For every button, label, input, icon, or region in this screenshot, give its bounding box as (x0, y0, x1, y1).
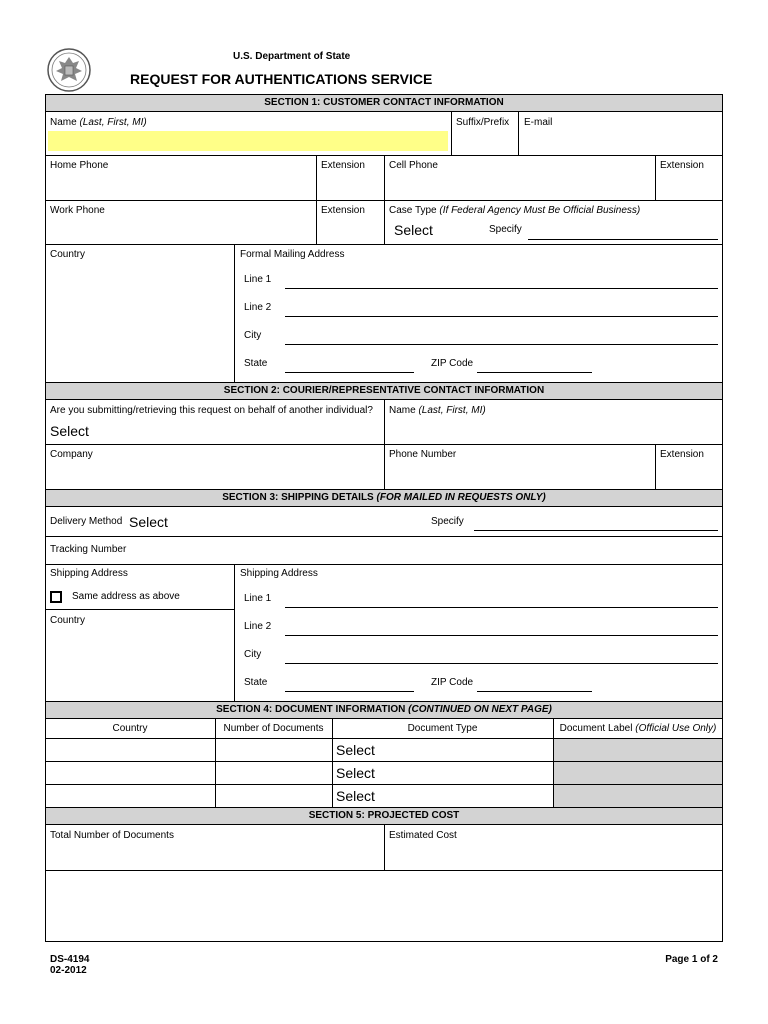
country-label: Country (50, 249, 86, 260)
cell-phone-label: Cell Phone (389, 160, 438, 171)
form-date: 02-2012 (50, 965, 87, 976)
country-input[interactable] (47, 263, 231, 379)
work-extension-input[interactable] (318, 218, 382, 242)
mailing-line2-label: Line 2 (244, 302, 272, 313)
delivery-method-select[interactable]: Select (129, 514, 168, 530)
doc-label-cell-1 (554, 739, 722, 761)
courier-name-label: Name (Last, First, MI) (389, 405, 486, 416)
home-phone-input[interactable] (47, 174, 314, 198)
doc-country-input-2[interactable] (46, 762, 214, 784)
section5-header (45, 807, 723, 825)
work-phone-label: Work Phone (50, 205, 105, 216)
work-phone-input[interactable] (47, 218, 314, 242)
col-country: Country (112, 723, 148, 734)
section3-header (45, 489, 723, 507)
doc-count-input-3[interactable] (216, 785, 331, 807)
shipping-line1-label: Line 1 (244, 593, 272, 604)
section4-hint: (CONTINUED ON NEXT PAGE) (408, 704, 552, 715)
shipping-line1-input[interactable] (285, 607, 718, 608)
mailing-state-input[interactable] (285, 372, 414, 373)
doc-country-input-1[interactable] (46, 739, 214, 761)
form-title: REQUEST FOR AUTHENTICATIONS SERVICE (130, 71, 433, 87)
total-docs-label: Total Number of Documents (50, 830, 174, 841)
doc-type-select-3[interactable]: Select (336, 788, 375, 804)
courier-extension-label: Extension (660, 449, 704, 460)
mailing-state-label: State (244, 358, 268, 369)
page-number: Page 1 of 2 (665, 954, 718, 965)
work-extension-label: Extension (321, 205, 365, 216)
section2-title: SECTION 2: COURIER/REPRESENTATIVE CONTACT INFORMATION (223, 385, 545, 396)
us-seal-icon (46, 47, 92, 93)
shipping-country-input[interactable] (47, 629, 231, 699)
behalf-question: Are you submitting/retrieving this request on behalf of another individual? (50, 405, 373, 416)
section5-title: SECTION 5: PROJECTED COST (308, 810, 460, 821)
courier-phone-input[interactable] (386, 463, 654, 487)
shipping-state-input[interactable] (285, 691, 414, 692)
mailing-city-input[interactable] (285, 344, 718, 345)
home-extension-label: Extension (321, 160, 365, 171)
company-input[interactable] (47, 463, 382, 487)
shipping-city-input[interactable] (285, 663, 718, 664)
suffix-label: Suffix/Prefix (456, 117, 510, 128)
section4-title: SECTION 4: DOCUMENT INFORMATION (216, 704, 406, 715)
case-type-label: Case Type (If Federal Agency Must Be Official Business) (389, 205, 641, 216)
doc-country-input-3[interactable] (46, 785, 214, 807)
doc-type-select-1[interactable]: Select (336, 742, 375, 758)
section1-header (45, 94, 723, 112)
name-label: Name (Last, First, MI) (50, 117, 147, 128)
mailing-city-label: City (244, 330, 262, 341)
section3-hint: (FOR MAILED IN REQUESTS ONLY) (376, 492, 546, 503)
mailing-line1-label: Line 1 (244, 274, 272, 285)
company-label: Company (50, 449, 93, 460)
mailing-line1-input[interactable] (285, 288, 718, 289)
home-phone-label: Home Phone (50, 160, 109, 171)
delivery-specify-input[interactable] (474, 530, 718, 531)
same-address-label: Same address as above (72, 591, 180, 602)
section3-title: SECTION 3: SHIPPING DETAILS (222, 492, 374, 503)
cell-extension-input[interactable] (657, 174, 721, 198)
email-input[interactable] (519, 131, 722, 153)
col-num-docs: Number of Documents (223, 723, 324, 734)
shipping-state-label: State (244, 677, 268, 688)
case-specify-label: Specify (489, 224, 522, 235)
shipping-address-label: Shipping Address (50, 568, 128, 579)
shipping-zip-input[interactable] (477, 691, 592, 692)
case-type-select[interactable]: Select (394, 222, 433, 238)
courier-name-input[interactable] (386, 419, 721, 443)
doc-count-input-2[interactable] (216, 762, 331, 784)
delivery-specify-label: Specify (431, 516, 464, 527)
courier-phone-label: Phone Number (389, 449, 457, 460)
doc-label-cell-3 (554, 785, 722, 807)
mailing-line2-input[interactable] (285, 316, 718, 317)
col-doc-type: Document Type (407, 723, 478, 734)
total-docs-input[interactable] (47, 844, 382, 868)
form-number: DS-4194 (50, 954, 90, 965)
shipping-address-label2: Shipping Address (240, 568, 318, 579)
section2-header (45, 382, 723, 400)
mailing-zip-input[interactable] (477, 372, 592, 373)
tracking-number-input[interactable] (135, 539, 721, 561)
cell-extension-label: Extension (660, 160, 704, 171)
section1-title: SECTION 1: CUSTOMER CONTACT INFORMATION (264, 97, 504, 108)
shipping-city-label: City (244, 649, 262, 660)
estimated-cost-label: Estimated Cost (389, 830, 457, 841)
case-specify-input[interactable] (528, 239, 718, 240)
shipping-line2-input[interactable] (285, 635, 718, 636)
shipping-country-label: Country (50, 615, 86, 626)
cell-phone-input[interactable] (386, 174, 654, 198)
section4-header (45, 701, 723, 719)
email-label: E-mail (524, 117, 553, 128)
suffix-input[interactable] (452, 131, 517, 153)
estimated-cost-input[interactable] (386, 844, 721, 868)
home-extension-input[interactable] (318, 174, 382, 198)
mailing-zip-label: ZIP Code (431, 358, 474, 369)
shipping-line2-label: Line 2 (244, 621, 272, 632)
behalf-select[interactable]: Select (50, 423, 89, 439)
doc-count-input-1[interactable] (216, 739, 331, 761)
name-input[interactable] (48, 131, 448, 151)
department-name: U.S. Department of State (233, 51, 351, 62)
tracking-number-label: Tracking Number (50, 544, 127, 555)
same-address-checkbox[interactable] (50, 591, 62, 603)
doc-label-cell-2 (554, 762, 722, 784)
shipping-zip-label: ZIP Code (431, 677, 474, 688)
doc-type-select-2[interactable]: Select (336, 765, 375, 781)
delivery-method-label: Delivery Method (50, 516, 123, 527)
blank-area (46, 871, 722, 941)
col-doc-label: Document Label (Official Use Only) (559, 723, 717, 734)
mailing-address-label: Formal Mailing Address (240, 249, 345, 260)
courier-extension-input[interactable] (657, 463, 721, 487)
